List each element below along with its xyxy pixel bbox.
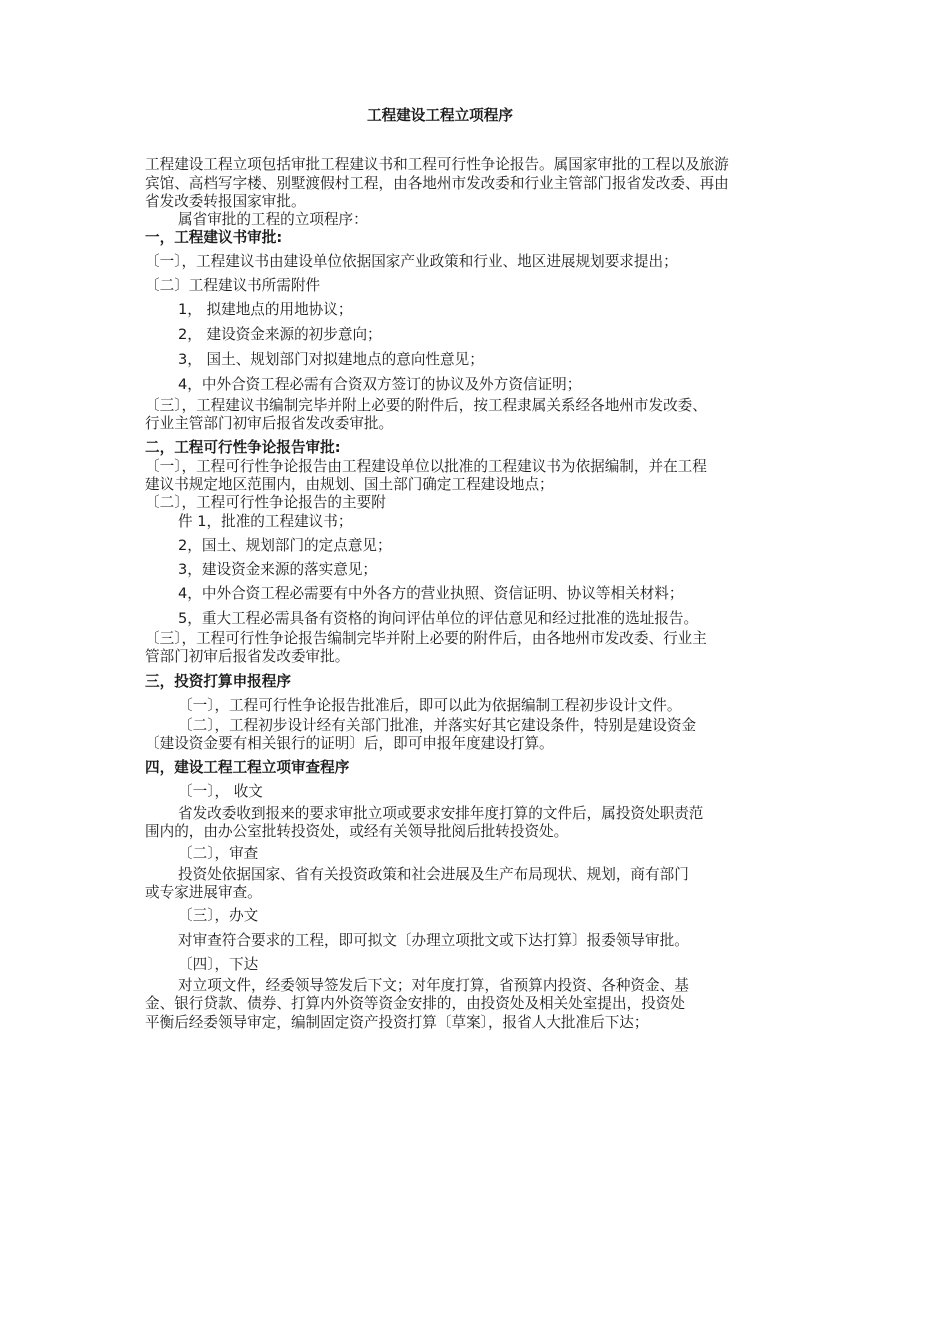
section-2-attachment: 2，国土、规划部门的定点意见； bbox=[178, 537, 392, 554]
section-2-item-1: 建议书规定地区范围内，由规划、国土部门确定工程建设地点； bbox=[145, 476, 554, 493]
section-4-heading: 四，建设工程工程立项审查程序 bbox=[145, 759, 350, 776]
section-4-step-label: 〔三〕，办文 bbox=[178, 907, 259, 924]
section-4-step-text: 或专家进展审查。 bbox=[145, 884, 262, 901]
section-2-heading: 二，工程可行性争论报告审批: bbox=[145, 439, 341, 456]
section-2-attachment: 5，重大工程必需具备有资格的询问评估单位的评估意见和经过批准的选址报告。 bbox=[178, 610, 699, 627]
section-4-step-text: 省发改委收到报来的要求审批立项或要求安排年度打算的文件后，属投资处职责范 bbox=[178, 805, 704, 822]
intro-line: 省发改委转报国家审批。 bbox=[145, 193, 306, 210]
section-2-attachment: 3，建设资金来源的落实意见； bbox=[178, 561, 378, 578]
section-3-item-2: 〔二〕，工程初步设计经有关部门批准，并落实好其它建设条件，特别是建设资金 bbox=[178, 717, 697, 734]
section-3-item-1: 〔一〕，工程可行性争论报告批准后，即可以此为依据编制工程初步设计文件。 bbox=[178, 697, 682, 714]
section-1-item-1: 〔一〕，工程建议书由建设单位依据国家产业政策和行业、地区进展规划要求提出； bbox=[145, 253, 678, 270]
intro-line: 宾馆、高档写字楼、别墅渡假村工程，由各地州市发改委和行业主管部门报省发改委、再由 bbox=[145, 175, 729, 192]
section-4-step-label: 〔四〕，下达 bbox=[178, 956, 259, 973]
section-4-step-text: 围内的，由办公室批转投资处，或经有关领导批阅后批转投资处。 bbox=[145, 823, 569, 840]
section-2-item-1: 〔一〕，工程可行性争论报告由工程建设单位以批准的工程建议书为依据编制，并在工程 bbox=[145, 458, 707, 475]
section-4-step-text: 对立项文件，经委领导签发后下文；对年度打算，省预算内投资、各种资金、基 bbox=[178, 977, 689, 994]
section-1-heading: 一，工程建议书审批: bbox=[145, 229, 283, 246]
section-2-item-2: 〔二〕，工程可行性争论报告的主要附 bbox=[145, 494, 386, 511]
section-3-heading: 三，投资打算申报程序 bbox=[145, 673, 291, 690]
section-4-step-text: 平衡后经委领导审定，编制固定资产投资打算〔草案〕，报省人大批准后下达； bbox=[145, 1014, 649, 1031]
section-4-step-label: 〔二〕，审查 bbox=[178, 845, 259, 862]
section-1-attachment: 2， 建设资金来源的初步意向； bbox=[178, 326, 382, 343]
page-title: 工程建设工程立项程序 bbox=[367, 107, 513, 124]
section-3-item-2: 〔建设资金要有相关银行的证明〕后，即可申报年度建设打算。 bbox=[145, 735, 554, 752]
section-1-item-3: 行业主管部门初审后报省发改委审批。 bbox=[145, 415, 394, 432]
section-4-step-text: 对审查符合要求的工程，即可拟文〔办理立项批文或下达打算〕报委领导审批。 bbox=[178, 932, 689, 949]
section-2-attachment: 件 1，批准的工程建议书； bbox=[178, 513, 353, 530]
section-1-attachment: 1， 拟建地点的用地协议； bbox=[178, 301, 353, 318]
section-2-item-3: 〔三〕，工程可行性争论报告编制完毕并附上必要的附件后，由各地州市发改委、行业主 bbox=[145, 630, 707, 647]
section-4-step-text: 投资处依据国家、省有关投资政策和社会进展及生产布局现状、规划，商有部门 bbox=[178, 866, 689, 883]
intro-line: 工程建设工程立项包括审批工程建议书和工程可行性争论报告。属国家审批的工程以及旅游 bbox=[145, 156, 729, 173]
intro-line: 属省审批的工程的立项程序： bbox=[178, 211, 368, 228]
section-4-step-text: 金、银行贷款、债券、打算内外资等资金安排的，由投资处及相关处室提出，投资处 bbox=[145, 995, 685, 1012]
section-2-attachment: 4，中外合资工程必需要有中外各方的营业执照、资信证明、协议等相关材料； bbox=[178, 585, 684, 602]
section-1-attachment: 4，中外合资工程必需有合资双方签订的协议及外方资信证明； bbox=[178, 376, 582, 393]
section-4-step-label: 〔一〕， 收文 bbox=[178, 783, 263, 800]
section-1-item-2: 〔二〕工程建议书所需附件 bbox=[145, 277, 321, 294]
section-1-item-3: 〔三〕，工程建议书编制完毕并附上必要的附件后，按工程隶属关系经各地州市发改委、 bbox=[145, 397, 707, 414]
section-1-attachment: 3， 国土、规划部门对拟建地点的意向性意见； bbox=[178, 351, 484, 368]
section-2-item-3: 管部门初审后报省发改委审批。 bbox=[145, 648, 350, 665]
